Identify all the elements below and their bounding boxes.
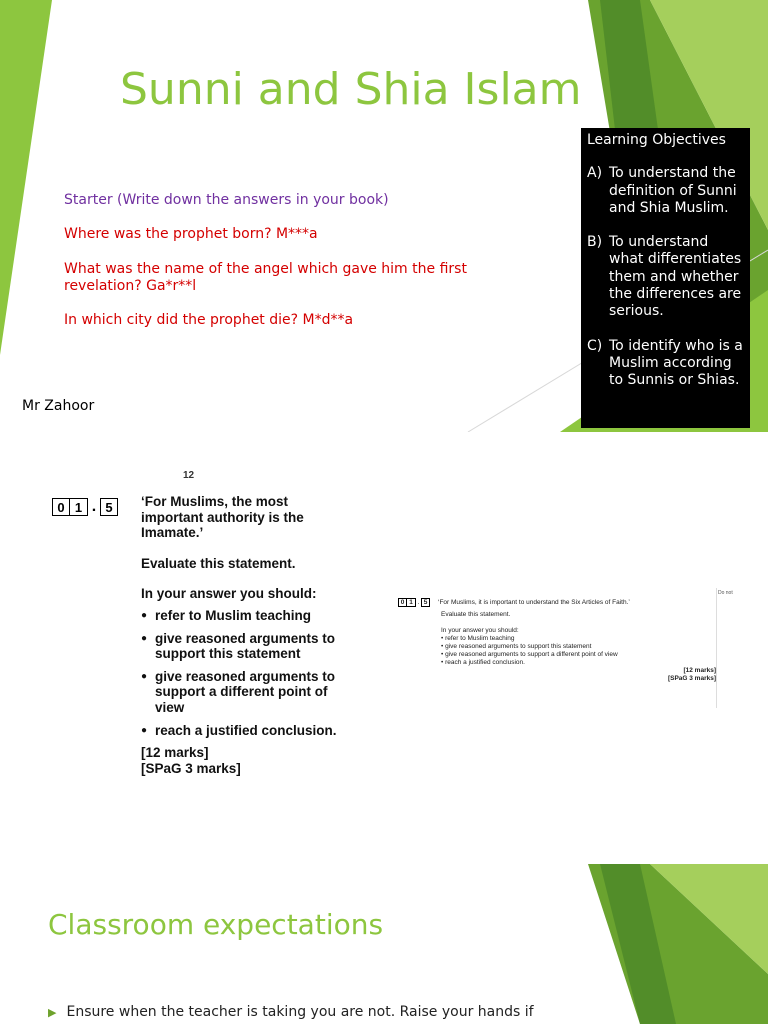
small-number-digit: 0 [398, 598, 407, 607]
small-bullet: • give reasoned arguments to support this statement [441, 643, 716, 651]
question-number-digit: 5 [100, 498, 118, 516]
question-number: 0 1 . 5 [52, 498, 118, 516]
exam-question-main [141, 494, 341, 776]
slide-sunni-shia [0, 0, 768, 432]
exam-spag: [SPaG 3 marks] [141, 760, 241, 776]
question-1: Where was the prophet born? M***a [64, 226, 318, 242]
objective-b [587, 234, 744, 320]
objective-letter: B) [587, 234, 603, 251]
learning-objectives-box [581, 128, 750, 428]
exam-lead: In your answer you should: [141, 586, 317, 602]
exam-bullet: ● refer to Muslim teaching [141, 608, 341, 624]
small-bullet: • refer to Muslim teaching [441, 635, 716, 643]
expectation-text: Ensure when the teacher is taking you are not. Raise your hands if [66, 1004, 534, 1020]
objective-text: To identify who is a Muslim according to Sunnis or Shias. [609, 337, 743, 389]
exam-bullets [141, 608, 341, 738]
slide-exam-questions [0, 432, 768, 864]
page-number-fragment: 12 [183, 470, 195, 481]
margin-note: Do not [718, 590, 733, 596]
objective-a [587, 165, 744, 217]
question-number-digit: 0 [52, 498, 70, 516]
expectation-item [48, 1004, 534, 1020]
small-lead: In your answer you should: [441, 627, 519, 634]
small-bullet: • give reasoned arguments to support a different point of view [441, 651, 716, 659]
teacher-name: Mr Zahoor [22, 398, 95, 414]
objective-c [587, 338, 744, 390]
small-bullet: • reach a justified conclusion. [441, 659, 716, 667]
learning-objectives-title: Learning Objectives [587, 132, 726, 148]
slide-title: Sunni and Shia Islam [120, 64, 582, 115]
exam-question-small [398, 598, 716, 683]
exam-instruction: Evaluate this statement. [141, 555, 296, 571]
exam-marks: [12 marks] [141, 745, 209, 761]
objective-text: To understand what differentiates them and whether the differences are serious. [609, 234, 742, 320]
slide-decoration [0, 864, 768, 1024]
objective-letter: C) [587, 337, 603, 354]
small-spag: [SPaG 3 marks] [667, 675, 716, 682]
slide-classroom-expectations [0, 864, 768, 1024]
question-2: What was the name of the angel which gave him the first revelation? Ga*r**l [64, 261, 467, 294]
starter-prompt: Starter (Write down the answers in your book) [64, 192, 389, 208]
small-number-digit: 1 [407, 598, 416, 607]
arrow-bullet-icon: ▶ [48, 1006, 57, 1019]
small-instruction: Evaluate this statement. [441, 611, 511, 618]
objective-letter: A) [587, 165, 603, 182]
small-statement: ‘For Muslims, it is important to understand the Six Articles of Faith.’ [438, 598, 630, 606]
exam-bullet: ● reach a justified conclusion. [141, 723, 341, 739]
question-number-digit: 1 [70, 498, 88, 516]
small-marks: [12 marks] [683, 667, 716, 674]
exam-bullet: ● give reasoned arguments to support this statement [141, 631, 341, 662]
exam-statement: ‘For Muslims, the most important authority is the Imamate.’ [141, 494, 304, 541]
small-question-header: 0 1 . 5 ‘For Muslims, it is important to understand the Six Articles of Faith.’ [398, 598, 716, 607]
small-number-digit: 5 [421, 598, 430, 607]
small-bullets [441, 635, 716, 667]
slide-title: Classroom expectations [48, 908, 384, 941]
question-3: In which city did the prophet die? M*d**a [64, 312, 354, 328]
objective-text: To understand the definition of Sunni and Shia Muslim. [609, 165, 737, 216]
exam-bullet: ● give reasoned arguments to support a different point of view [141, 669, 341, 716]
margin-line [716, 588, 717, 708]
